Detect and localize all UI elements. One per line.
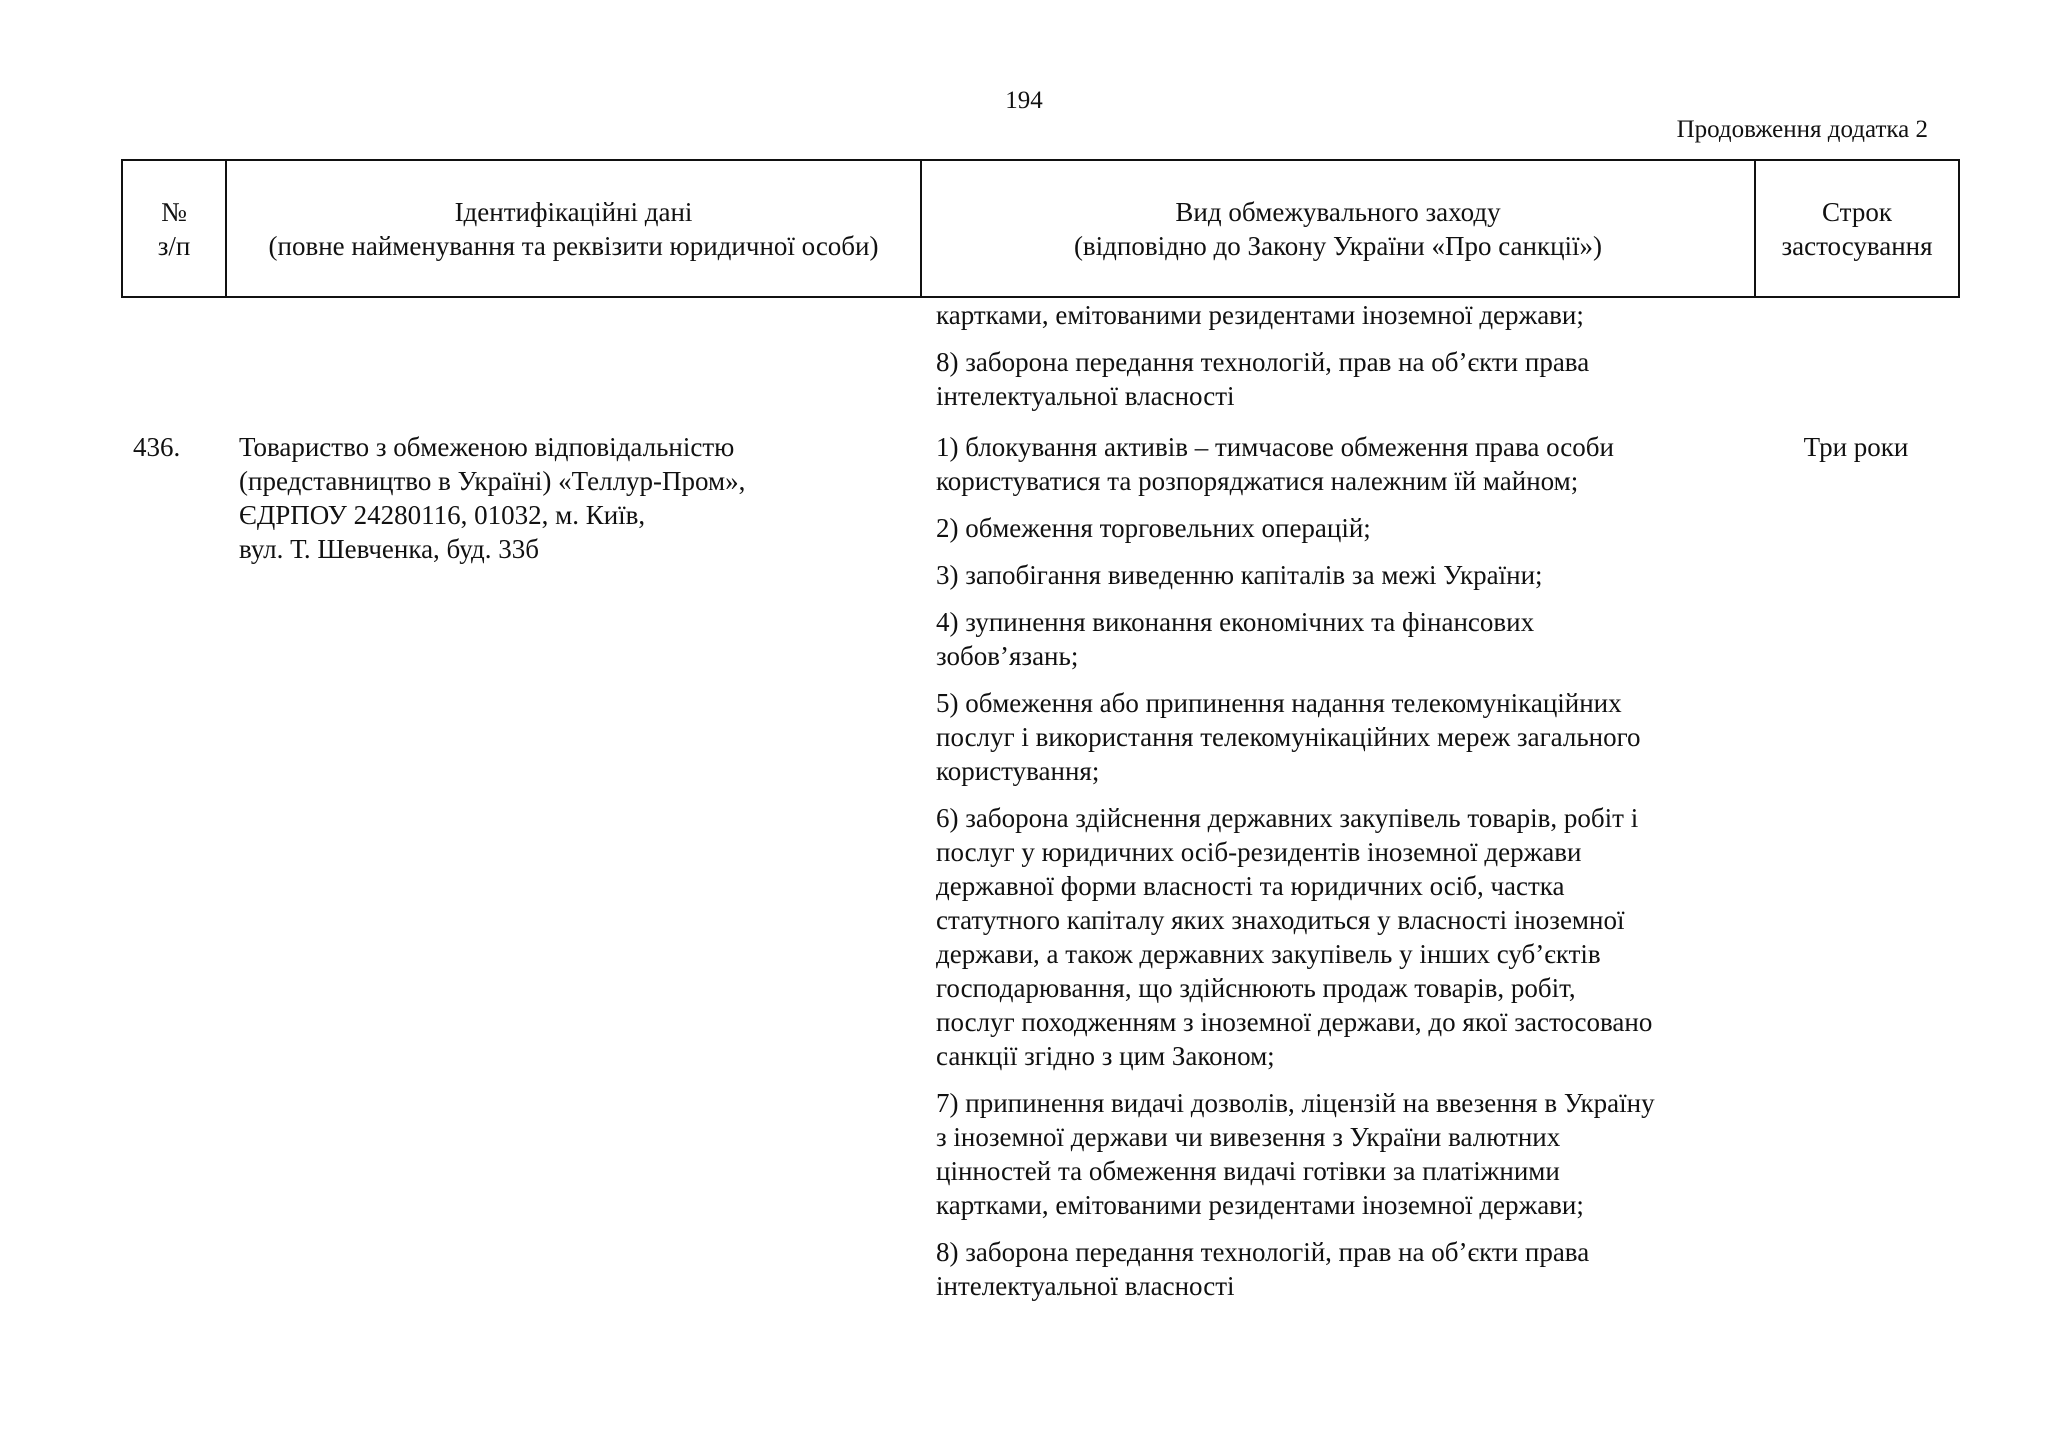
header-col-term — [1756, 161, 1958, 296]
header-col-measure — [922, 161, 1756, 296]
measure-item: 3) запобігання виведенню капіталів за межі України; — [936, 560, 1543, 590]
page-number: 194 — [1005, 87, 1043, 114]
header-col-number — [123, 161, 227, 296]
measure-item: 1) блокування активів – тимчасове обмеження права особи користуватися та розпоряджатися належним їй майном; — [936, 432, 1614, 496]
measure-item: 2) обмеження торговельних операцій; — [936, 513, 1371, 543]
measure-item: 4) зупинення виконання економічних та фінансових зобов’язань; — [936, 607, 1535, 671]
measure-item: 5) обмеження або припинення надання телекомунікаційних послуг і використання телекомунікаційних мереж загального користування; — [936, 688, 1641, 786]
entry-number: 436. — [133, 432, 181, 462]
header-col-identification — [227, 161, 922, 296]
header-col-term-text: Строк застосування — [1781, 196, 1933, 261]
continued-measures — [936, 298, 1736, 426]
measure-item: 8) заборона передання технологій, прав на об’єкти права інтелектуальної власності — [936, 1237, 1590, 1301]
entry-measures — [936, 430, 1736, 1316]
measure-item: 6) заборона здійснення державних закупівель товарів, робіт і послуг у юридичних осіб-резидентів іноземної держави державної форми власності та юридичних осіб, частка статутного капіталу яких знаходиться у власності іноземної держави, а також державних закупівель у інших суб’єктів господарювання, що здійснюють продаж товарів, робіт, послуг походженням з іноземної держави, до якої застосовано санкції згідно з цим Законом; — [936, 803, 1653, 1071]
continuation-label: Продовження додатка 2 — [1676, 116, 1928, 143]
continued-measure-item: картками, емітованими резидентами іноземної держави; — [936, 300, 1584, 330]
entry-identification: Товариство з обмеженою відповідальністю (представництво в Україні) «Теллур-Пром», ЄДРПОУ 24280116, 01032, м. Київ, вул. Т. Шевченка, буд. 33б — [239, 432, 746, 564]
entry-term: Три роки — [1803, 432, 1909, 462]
continued-measure-item: 8) заборона передання технологій, прав на об’єкти права інтелектуальної власності — [936, 347, 1590, 411]
table-header — [121, 159, 1960, 298]
measure-item: 7) припинення видачі дозволів, ліцензій на ввезення в Україну з іноземної держави чи вивезення з України валютних цінностей та обмеження видачі готівки за платіжними картками, емітованими резидентами іноземної держави; — [936, 1088, 1655, 1220]
header-col-measure-text: Вид обмежувального заходу (відповідно до Закону України «Про санкції») — [1073, 196, 1603, 261]
header-col-number-text: № з/п — [157, 196, 191, 261]
header-col-identification-text: Ідентифікаційні дані (повне найменування та реквізити юридичної особи) — [268, 196, 879, 261]
